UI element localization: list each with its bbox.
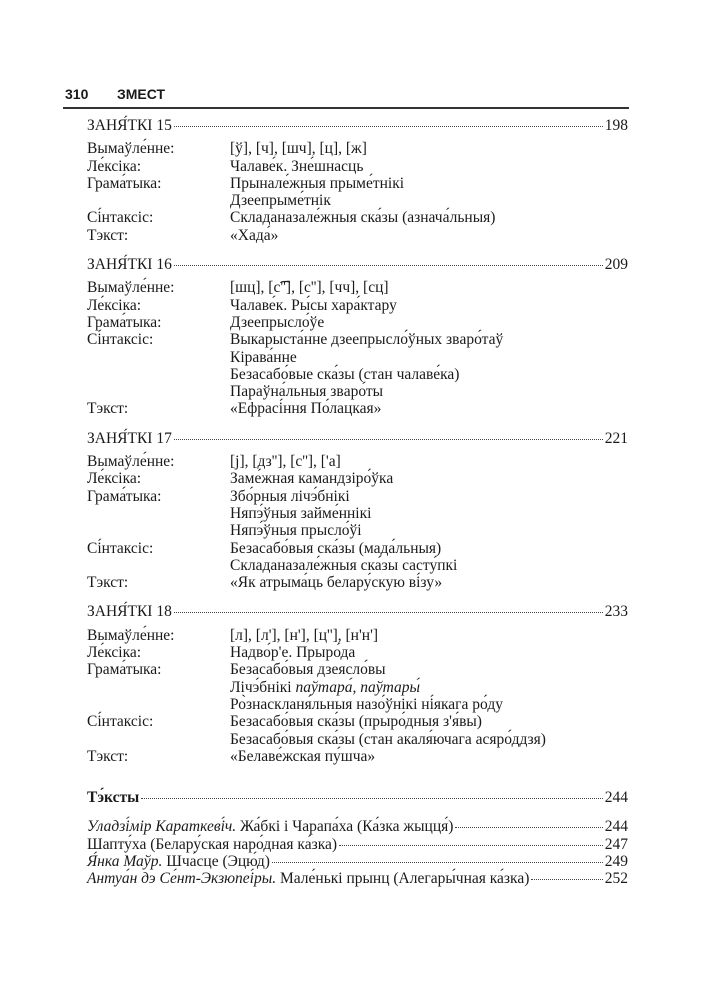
- section-row: [87, 748, 628, 765]
- text-entry[interactable]: [87, 836, 628, 853]
- header-rule: [63, 107, 629, 109]
- section-row: [87, 540, 628, 575]
- row-value: «Белаве́жская пу́шча»: [230, 747, 376, 765]
- leader-dots: [339, 845, 603, 846]
- row-value: Безасабо́выя ска́зы (мада́льныя): [230, 539, 442, 557]
- text-author: Я́нка Маўр.: [87, 852, 163, 870]
- row-values: [230, 297, 628, 314]
- row-value: Надво́р'е. Прыро́да: [230, 644, 356, 662]
- row-value: Параўна́льныя звaро́ты: [230, 383, 384, 401]
- row-value: Складаназале́жныя ска́зы (азнача́льныя): [230, 209, 496, 227]
- row-value: [j], [дз''], [с''], ['а]: [230, 453, 341, 471]
- section-title: ЗАНЯ́ТКІ 15: [87, 117, 172, 134]
- text-entry[interactable]: [87, 853, 628, 870]
- row-label: Ле́ксіка:: [87, 296, 142, 314]
- row-label: Грама́тыка:: [87, 487, 162, 505]
- section-row: [87, 627, 628, 644]
- text-entry-title: [87, 870, 529, 887]
- row-label: Грама́тыка:: [87, 174, 162, 192]
- section-title: ЗАНЯ́ТКІ 16: [87, 256, 172, 274]
- leader-dots: [174, 126, 603, 127]
- row-value: Прынале́жныя прыме́тнікі: [230, 174, 405, 192]
- page-title: ЗМЕСТ: [117, 86, 166, 102]
- row-value: «Хада́»: [230, 226, 279, 244]
- row-value: Збо́рныя лічэ́бнікі: [230, 487, 350, 505]
- row-value: Няпэ́ўныя займе́ннікі: [230, 504, 372, 522]
- section-page: 233: [604, 603, 628, 621]
- row-values: [230, 644, 628, 661]
- leader-dots: [531, 879, 602, 880]
- row-label: Вымаўле́нне:: [87, 626, 175, 644]
- section-title: ЗАНЯ́ТКІ 17: [87, 429, 172, 447]
- row-values: [230, 470, 628, 487]
- row-label: Вымаўле́нне:: [87, 453, 175, 471]
- row-label: Ле́ксіка:: [87, 470, 142, 488]
- row-values: [230, 140, 628, 157]
- section-row: [87, 297, 628, 314]
- text-title: Жа́бкі і Чарапа́ха (Ка́зка жыцця́): [236, 818, 454, 836]
- section-title: ЗАНЯ́ТКІ 18: [87, 603, 172, 621]
- row-value: Складаназале́жныя ска́зы састу́пкі: [230, 556, 458, 574]
- texts-heading[interactable]: [87, 789, 628, 806]
- text-page: 244: [604, 818, 628, 836]
- row-label: Вымаўле́нне:: [87, 140, 175, 158]
- row-values: [230, 661, 628, 713]
- row-label: Грама́тыка:: [87, 313, 162, 331]
- row-value: Безасабо́выя ска́зы (стан акаля́ючага асяро́ддзя): [230, 730, 546, 748]
- row-values: [230, 540, 628, 575]
- text-author: Антуа́н дэ Се́нт-Экзюпеі́ры.: [87, 870, 277, 888]
- section-heading[interactable]: [87, 256, 628, 273]
- row-label: Вымаўле́нне:: [87, 279, 175, 297]
- row-label: Сі́нтаксіс:: [87, 539, 154, 557]
- text-entry[interactable]: [87, 818, 628, 835]
- section-row: [87, 279, 628, 296]
- text-page: 247: [604, 835, 628, 853]
- row-values: [230, 453, 628, 470]
- row-value: Кірава́нне: [230, 348, 297, 366]
- section-page: 198: [604, 117, 628, 134]
- section-row: [87, 488, 628, 540]
- row-value: Выкарыста́нне дзеепрысло́ўных звaро́таў: [230, 331, 504, 349]
- row-label: Тэкст:: [87, 747, 129, 765]
- table-of-contents: [87, 117, 628, 888]
- text-title: Шапту́ха (Белару́ская наро́дная ка́зка): [87, 835, 338, 853]
- section-row: [87, 331, 628, 400]
- row-values: [230, 227, 628, 244]
- section-row: [87, 209, 628, 226]
- page-number: 310: [65, 86, 89, 102]
- row-value: [шц], [с͡''], [с''], [чч], [сц]: [230, 279, 389, 297]
- leader-dots: [141, 798, 603, 799]
- row-value: Дзеепрысло́ўе: [230, 313, 325, 331]
- text-page: 252: [604, 870, 628, 888]
- section-row: [87, 400, 628, 417]
- row-values: [230, 158, 628, 175]
- row-value: Няпэ́ўныя прысло́ўі: [230, 522, 362, 540]
- text-entry[interactable]: [87, 870, 628, 887]
- text-author: Уладзі́мір Караткеві́ч.: [87, 818, 237, 836]
- row-label: Ле́ксіка:: [87, 644, 142, 662]
- section-page: 221: [604, 429, 628, 447]
- section-row: [87, 227, 628, 244]
- row-values: [230, 331, 628, 400]
- row-values: [230, 748, 628, 765]
- row-value: Безасабо́выя ска́зы (прыро́дныя з'я́вы): [230, 713, 482, 731]
- section-row: [87, 453, 628, 470]
- section-heading[interactable]: [87, 430, 628, 447]
- texts-title: Тэ́ксты: [87, 789, 140, 807]
- section-row: [87, 140, 628, 157]
- section-row: [87, 713, 628, 748]
- row-value: «Як атрыма́ць белару́скую ві́зу»: [230, 574, 443, 592]
- text-entry-title: [87, 836, 337, 853]
- section-row: [87, 158, 628, 175]
- text-page: 249: [604, 852, 628, 870]
- running-head: [65, 86, 165, 102]
- text-title: Шча́сце (Эцю́д): [162, 852, 270, 870]
- row-value: Лічэ́бнікі паўтара́, паўтары́: [230, 678, 420, 696]
- row-label: Сі́нтаксіс:: [87, 713, 154, 731]
- leader-dots: [174, 612, 603, 613]
- row-value: Чалаве́к. Ры́сы хара́ктару: [230, 296, 397, 314]
- row-value: Дзеепрыме́тнік: [230, 192, 331, 210]
- row-values: [230, 400, 628, 417]
- row-value: [л], [л'], [н'], [ц''], [н'н']: [230, 626, 379, 644]
- row-label: Тэкст:: [87, 226, 129, 244]
- row-values: [230, 175, 628, 210]
- section-row: [87, 661, 628, 713]
- row-value: Безасабо́выя дзеясло́вы: [230, 661, 386, 679]
- row-value: «Ефрасі́ння По́лацкая»: [230, 400, 382, 418]
- row-values: [230, 209, 628, 226]
- row-values: [230, 279, 628, 296]
- text-entry-title: [87, 818, 453, 835]
- section-row: [87, 175, 628, 210]
- row-values: [230, 713, 628, 748]
- section-row: [87, 644, 628, 661]
- row-label: Тэкст:: [87, 574, 129, 592]
- leader-dots: [174, 439, 603, 440]
- section-heading[interactable]: [87, 117, 628, 134]
- row-value: [ў], [ч], [шч], [ц], [ж]: [230, 140, 367, 158]
- section-page: 209: [604, 256, 628, 274]
- section-row: [87, 574, 628, 591]
- row-values: [230, 488, 628, 540]
- section-heading[interactable]: [87, 603, 628, 620]
- texts-page: 244: [604, 789, 628, 807]
- row-label: Грама́тыка:: [87, 661, 162, 679]
- row-values: [230, 314, 628, 331]
- section-row: [87, 314, 628, 331]
- row-value: Заме́жная камандзіро́ўка: [230, 470, 394, 488]
- row-label: Тэкст:: [87, 400, 129, 418]
- row-values: [230, 574, 628, 591]
- text-title: Мале́нькі прынц (Алегары́чная ка́зка): [276, 870, 530, 888]
- row-values: [230, 627, 628, 644]
- row-value: Чалаве́к. Зне́шнасць: [230, 157, 364, 175]
- leader-dots: [272, 862, 603, 863]
- row-label: Сі́нтаксіс:: [87, 209, 154, 227]
- italic-term: паўтара́, паўтары́: [295, 678, 420, 696]
- row-label: Ле́ксіка:: [87, 157, 142, 175]
- row-value: Безасабо́вые ска́зы (стан чалаве́ка): [230, 365, 460, 383]
- text-entry-title: [87, 853, 270, 870]
- row-label: Сі́нтаксіс:: [87, 331, 154, 349]
- leader-dots: [455, 827, 602, 828]
- section-row: [87, 470, 628, 487]
- leader-dots: [174, 265, 603, 266]
- row-value: Ро̀знаскланя́льныя назо́ўнікі ні́якага ро́ду: [230, 695, 503, 713]
